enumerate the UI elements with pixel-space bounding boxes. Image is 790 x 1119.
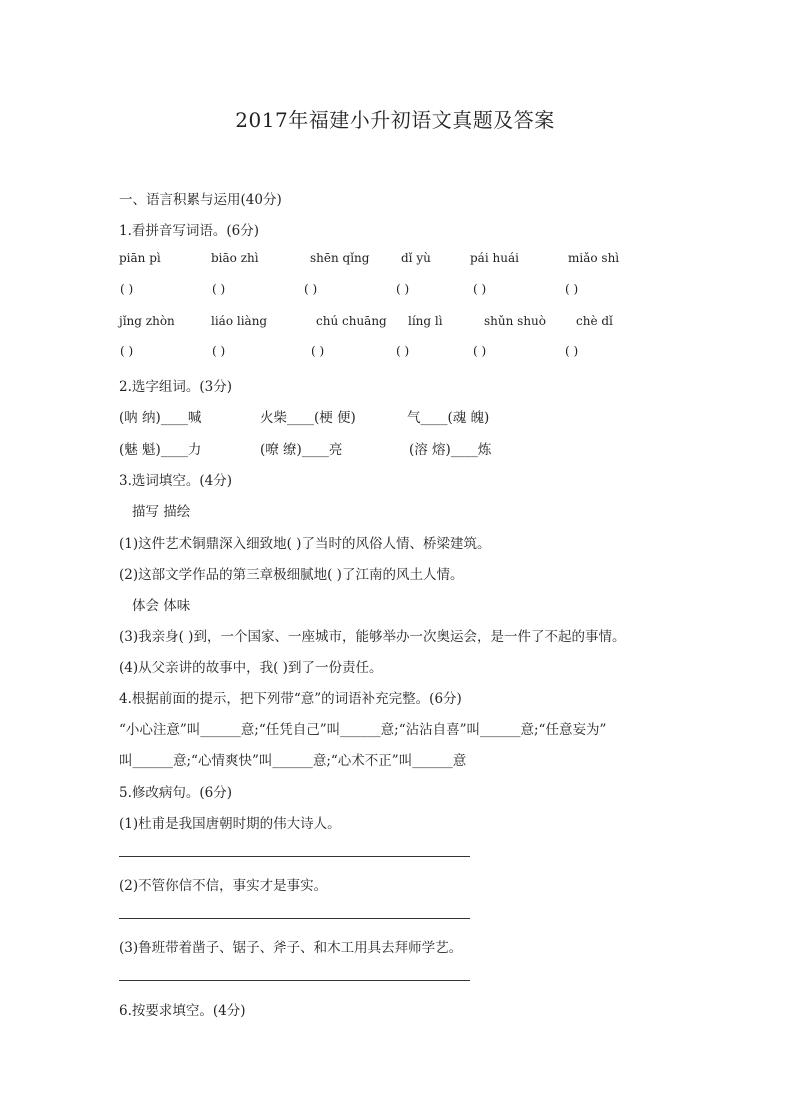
pinyin-item: piān pì [119,251,161,265]
answer-blank[interactable]: ( ) [473,344,487,358]
page-title: 2017年福建小升初语文真题及答案 [235,108,555,132]
pinyin-item: dǐ yù [401,251,431,265]
answer-blank[interactable]: ( ) [473,282,487,296]
answer-line[interactable] [119,980,470,981]
word-choice-item: 火柴____(梗 便) [260,410,356,426]
question-2-label: 2.选字组词。(3分) [119,379,233,395]
word-options: 描写 描绘 [132,504,191,520]
answer-blank[interactable]: ( ) [565,282,579,296]
answer-line[interactable] [119,918,470,919]
fill-in-line: 叫______意;“心情爽快”叫______意;“心术不正”叫______意 [119,753,467,769]
pinyin-item: pái huái [470,251,519,265]
faulty-sentence: (3)鲁班带着凿子、锯子、斧子、和木工用具去拜师学艺。 [119,940,463,956]
answer-blank[interactable]: ( ) [311,344,325,358]
pinyin-item: biāo zhì [211,251,259,265]
word-choice-item: (嘹 缭)____亮 [260,442,343,458]
answer-blank[interactable]: ( ) [304,282,318,296]
pinyin-item: liáo liàng [211,314,268,328]
answer-blank[interactable]: ( ) [565,344,579,358]
answer-blank[interactable]: ( ) [396,344,410,358]
question-1-label: 1.看拼音写词语。(6分) [119,223,260,239]
word-choice-item: (呐 纳)____喊 [119,410,202,426]
sentence-item: (2)这部文学作品的第三章极细腻地( )了江南的风土人情。 [119,567,464,583]
faulty-sentence: (1)杜甫是我国唐朝时期的伟大诗人。 [119,816,341,832]
pinyin-item: chè dǐ [576,314,613,328]
question-5-label: 5.修改病句。(6分) [119,785,233,801]
answer-line[interactable] [119,856,470,857]
word-choice-item: (溶 熔)____炼 [409,442,492,458]
sentence-item: (3)我亲身( )到，一个国家、一座城市，能够举办一次奥运会，是一件了不起的事情。 [119,629,626,645]
faulty-sentence: (2)不管你信不信，事实才是事实。 [119,878,328,894]
question-4-label: 4.根据前面的提示，把下列带“意”的词语补充完整。(6分) [119,691,462,707]
answer-blank[interactable]: ( ) [120,282,134,296]
pinyin-item: miǎo shì [568,251,620,265]
word-choice-item: (魅 魁)____力 [119,442,202,458]
question-6-label: 6.按要求填空。(4分) [119,1003,246,1019]
answer-blank[interactable]: ( ) [396,282,410,296]
pinyin-item: jǐng zhòn [119,314,175,328]
word-options: 体会 体味 [132,598,191,614]
pinyin-item: shēn qǐng [310,251,370,265]
section-heading: 一、语言积累与运用(40分) [119,192,282,208]
sentence-item: (4)从父亲讲的故事中，我( )到了一份责任。 [119,660,383,676]
word-choice-item: 气____(魂 魄) [407,410,490,426]
pinyin-item: líng lì [408,314,443,328]
answer-blank[interactable]: ( ) [120,344,134,358]
sentence-item: (1)这件艺术铜鼎深入细致地( )了当时的风俗人情、桥梁建筑。 [119,536,491,552]
pinyin-item: shǔn shuò [484,314,546,328]
answer-blank[interactable]: ( ) [212,344,226,358]
pinyin-item: chú chuāng [316,314,387,328]
answer-blank[interactable]: ( ) [212,282,226,296]
fill-in-line: “小心注意”叫______意;“任凭自己”叫______意;“沾沾自喜”叫______意;“任意妄为” [119,722,607,738]
question-3-label: 3.选词填空。(4分) [119,473,233,489]
